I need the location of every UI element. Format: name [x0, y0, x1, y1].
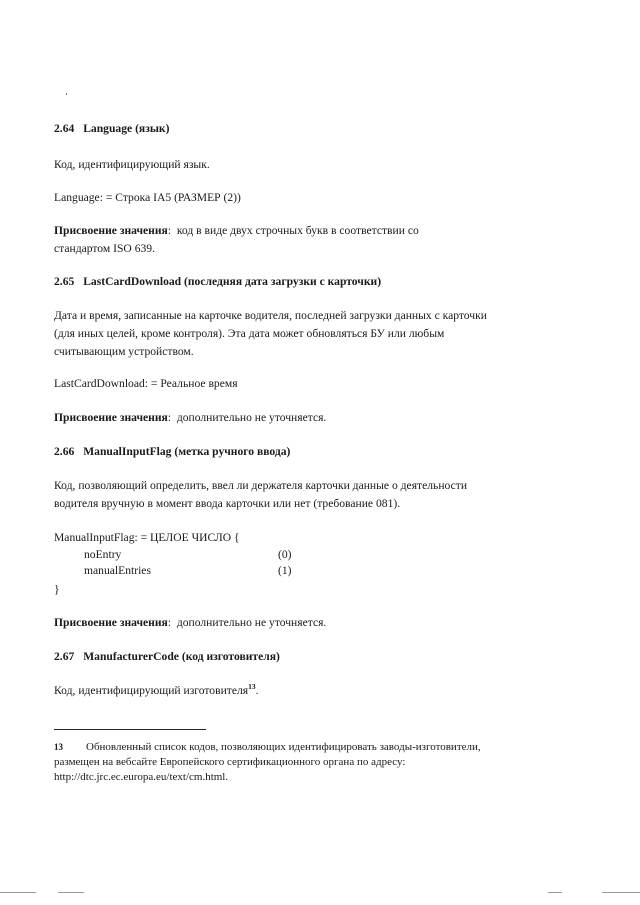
- enum-name: noEntry: [84, 548, 122, 561]
- scan-speck: [66, 93, 67, 95]
- description-line: считывающим устройством.: [54, 345, 194, 358]
- section-heading-2-65: [54, 274, 554, 290]
- description-line: Код, позволяющий определить, ввел ли держателя карточки данные о деятельности: [54, 479, 468, 492]
- section-title: LastCardDownload (последняя дата загрузки с карточки): [83, 275, 382, 288]
- enum-value: (0): [278, 548, 292, 561]
- enum-value: (1): [278, 564, 292, 577]
- footnote-reference: 13: [248, 682, 256, 692]
- assignment-text: дополнительно не уточняется.: [176, 616, 327, 629]
- assignment-text-cont: стандартом ISO 639.: [54, 242, 155, 255]
- assignment-label: Присвоение значения: [54, 224, 168, 237]
- footnote: [54, 740, 564, 785]
- section-description: [54, 477, 554, 513]
- scan-edge-line: [602, 892, 640, 893]
- description-end: .: [255, 684, 259, 697]
- section-title: ManualInputFlag (метка ручного ввода): [83, 445, 291, 458]
- description-line: (для иных целей, кроме контроля). Эта дата может обновляться БУ или любым: [54, 327, 445, 340]
- section-description: [54, 682, 554, 700]
- value-assignment: [54, 222, 554, 258]
- enum-list: [54, 547, 554, 579]
- section-number: 2.65: [54, 275, 75, 288]
- section-heading-2-66: [54, 444, 554, 460]
- section-number: 2.66: [54, 445, 75, 458]
- type-definition: Language: = Строка IA5 (РАЗМЕР (2)): [54, 191, 241, 204]
- description-line: Дата и время, записанные на карточке водителя, последней загрузки данных с карточки: [54, 309, 487, 322]
- assignment-label: Присвоение значения: [54, 616, 168, 629]
- closing-brace: }: [54, 583, 60, 596]
- assignment-colon: :: [167, 224, 177, 237]
- assignment-text: дополнительно не уточняется.: [176, 411, 327, 424]
- scan-edge-line: [0, 892, 36, 893]
- scan-edge-line: [58, 892, 84, 893]
- assignment-text: код в виде двух строчных букв в соответствии со: [176, 224, 419, 237]
- footnote-line: http://dtc.jrc.ec.europa.eu/text/cm.html.: [54, 771, 229, 783]
- description-line: водителя вручную в момент ввода карточки или нет (требование 081).: [54, 497, 401, 510]
- section-title: ManufacturerCode (код изготовителя): [83, 650, 280, 663]
- type-definition: ManualInputFlag: = ЦЕЛОЕ ЧИСЛО {: [54, 531, 240, 544]
- section-description: [54, 307, 554, 361]
- scan-edge-line: [548, 892, 562, 893]
- enum-row: [54, 547, 554, 563]
- section-description: Код, идентифицирующий язык.: [54, 158, 210, 171]
- enum-name: manualEntries: [84, 564, 151, 577]
- footnote-separator: [54, 729, 206, 730]
- assignment-colon: :: [167, 616, 177, 629]
- section-title: Language (язык): [83, 122, 170, 135]
- enum-row: [54, 563, 554, 579]
- footnote-text: Обновленный список кодов, позволяющих идентифицировать заводы-изготовители,: [86, 741, 481, 753]
- section-number: 2.64: [54, 122, 75, 135]
- section-number: 2.67: [54, 650, 75, 663]
- value-assignment: [54, 409, 554, 427]
- section-heading-2-64: [54, 121, 554, 137]
- type-definition: LastCardDownload: = Реальное время: [54, 377, 238, 390]
- assignment-colon: :: [167, 411, 177, 424]
- footnote-line: [54, 740, 564, 755]
- value-assignment: [54, 614, 554, 632]
- section-heading-2-67: [54, 649, 554, 665]
- assignment-label: Присвоение значения: [54, 411, 168, 424]
- footnote-number: 13: [54, 742, 63, 752]
- description-text: Код, идентифицирующий изготовителя: [54, 684, 249, 697]
- footnote-line: размещен на вебсайте Европейского сертификационного органа по адресу:: [54, 756, 406, 768]
